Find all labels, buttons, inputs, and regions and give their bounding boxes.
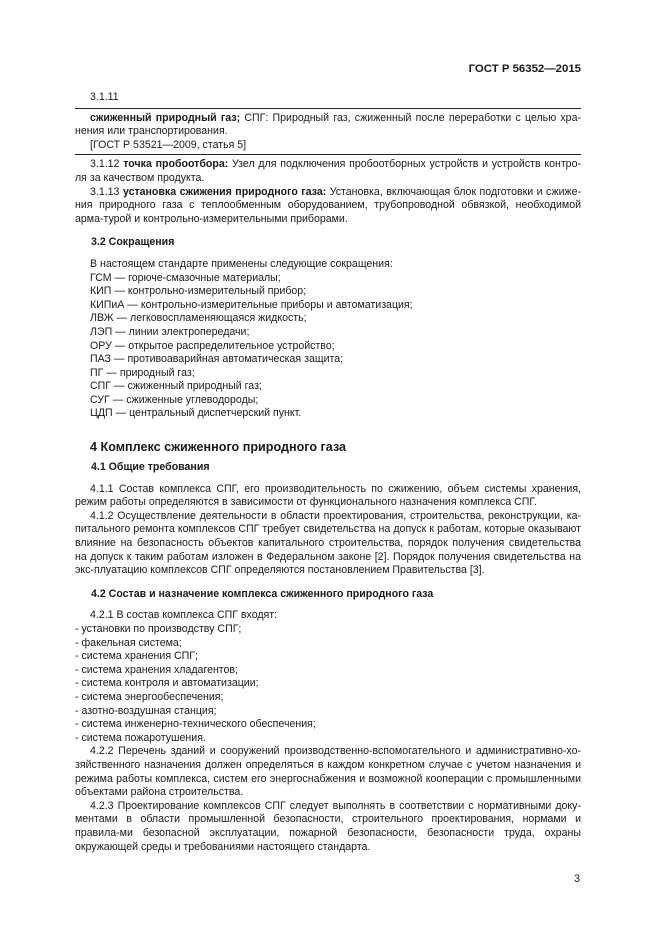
definition-3-1-11 [75,112,581,139]
list-item: ЦДП — центральный диспетчерский пункт. [90,407,302,420]
list-item: КИПиА — контрольно-измерительные приборы и автоматизация; [90,298,413,311]
paragraph-4-1-1: 4.1.1 Состав комплекса СПГ, его производительность по сжижению, объем системы хранения, режим работы определяются в зависимости от функционального назначения комплекса СПГ. [75,482,581,509]
list-item: - система хранения хладагентов; [75,663,239,676]
standard-number: ГОСТ Р 56352—2015 [468,63,581,75]
list-item: ОРУ — открытое распределительное устройство; [90,339,335,352]
page-number: 3 [574,873,580,885]
list-item: - факельная система; [75,636,182,649]
list-item: ЛВЖ — легковоспламеняющаяся жидкость; [90,312,307,325]
definition-reference: [ГОСТ Р 53521—2009, статья 5] [90,138,247,151]
list-item: ЛЭП — линии электропередачи; [90,325,250,338]
list-item: - азотно-воздушная станция; [75,704,217,717]
term: точка пробоотбора: [123,158,229,171]
list-item: - система энергообеспечения; [75,690,224,703]
term: сжиженный природный газ; [90,111,241,124]
abbreviations-intro: В настоящем стандарте применены следующие сокращения: [90,257,393,270]
def-number: 3.1.13 [90,185,120,198]
list-item: ПАЗ — противоаварийная автоматическая защита; [90,353,344,366]
list-item: ПГ — природный газ; [90,366,195,379]
definition-text: Установка, включающая блок подготовки и сжиже-ния природного газа с теплообменным оборудованием, трубопроводной обвязкой, необходимой арма-турой и контрольно-измерительными приборами. [75,185,581,225]
section-3-2-heading: 3.2 Сокращения [91,236,175,249]
section-4-heading: 4 Комплекс сжиженного природного газа [90,440,347,455]
paragraph-4-2-2: 4.2.2 Перечень зданий и сооружений производственно-вспомогательного и административно-хо-зяйственного назначения должен определяться в каждом конкретном случае с учетом назначения и режима работы комплекса, систем его энергоснабжения и возможной кооперации с промышленными объектами района строительства. [75,745,581,799]
list-item: - система инженерно-технического обеспечения; [75,718,316,731]
def-number-3-1-11: 3.1.11 [90,91,119,103]
definition-box [75,108,581,156]
term: установка сжижения природного газа: [122,185,327,198]
definition-3-1-12 [75,158,581,185]
definition-text: СПГ: Природный газ, сжиженный после переработки с целью хра-нения или транспортирования. [75,111,581,138]
paragraph-4-2-3: 4.2.3 Проектирование комплексов СПГ следует выполнять в соответствии с нормативными доку-ментами в области промышленной безопасности, строительного проектирования, нормами и правила-ми безопасной эксплуатации, пожарной безопасности, безопасности труда, охраны окружающей среды и требованиями настоящего стандарта. [75,799,581,853]
list-item: ГСМ — горюче-смазочные материалы; [90,271,281,284]
definition-3-1-13 [75,186,581,227]
list-item: - система контроля и автоматизации; [75,677,259,690]
section-4-2-heading: 4.2 Состав и назначение комплекса сжиженного природного газа [91,587,434,600]
list-item: - система хранения СПГ; [75,650,198,663]
abbreviations-list [75,272,581,422]
def-number: 3.1.12 [90,158,120,171]
list-item: - установки по производству СПГ; [75,623,242,635]
list-item: КИП — контрольно-измерительный прибор; [90,285,307,298]
definition-text: Узел для подключения пробоотборных устройств и устройств контро-ля за качеством продукта. [75,158,581,184]
complex-composition-list [75,623,581,745]
list-item: СУГ — сжиженные углеводороды; [90,393,259,406]
paragraph-4-1-2: 4.1.2 Осуществление деятельности в области проектирования, строительства, реконструкции, ка-питального ремонта комплексов СПГ требует свидетельства на допуск к работам, которые оказывают влияние на безопасность объектов капитального строительства, порядок получения свидетельства на допуск к таким работам изложен в Федеральном законе [2]. Порядок получения свидетельства на экс-плуатацию комплексов СПГ определяются постановлением Правительства [3]. [75,509,581,577]
paragraph-4-2-1: 4.2.1 В состав комплекса СПГ входят: [90,609,278,622]
list-item: СПГ — сжиженный природный газ; [90,380,262,393]
list-item: - система пожаротушения. [75,731,206,744]
section-4-1-heading: 4.1 Общие требования [91,461,210,474]
page-body [75,91,581,854]
